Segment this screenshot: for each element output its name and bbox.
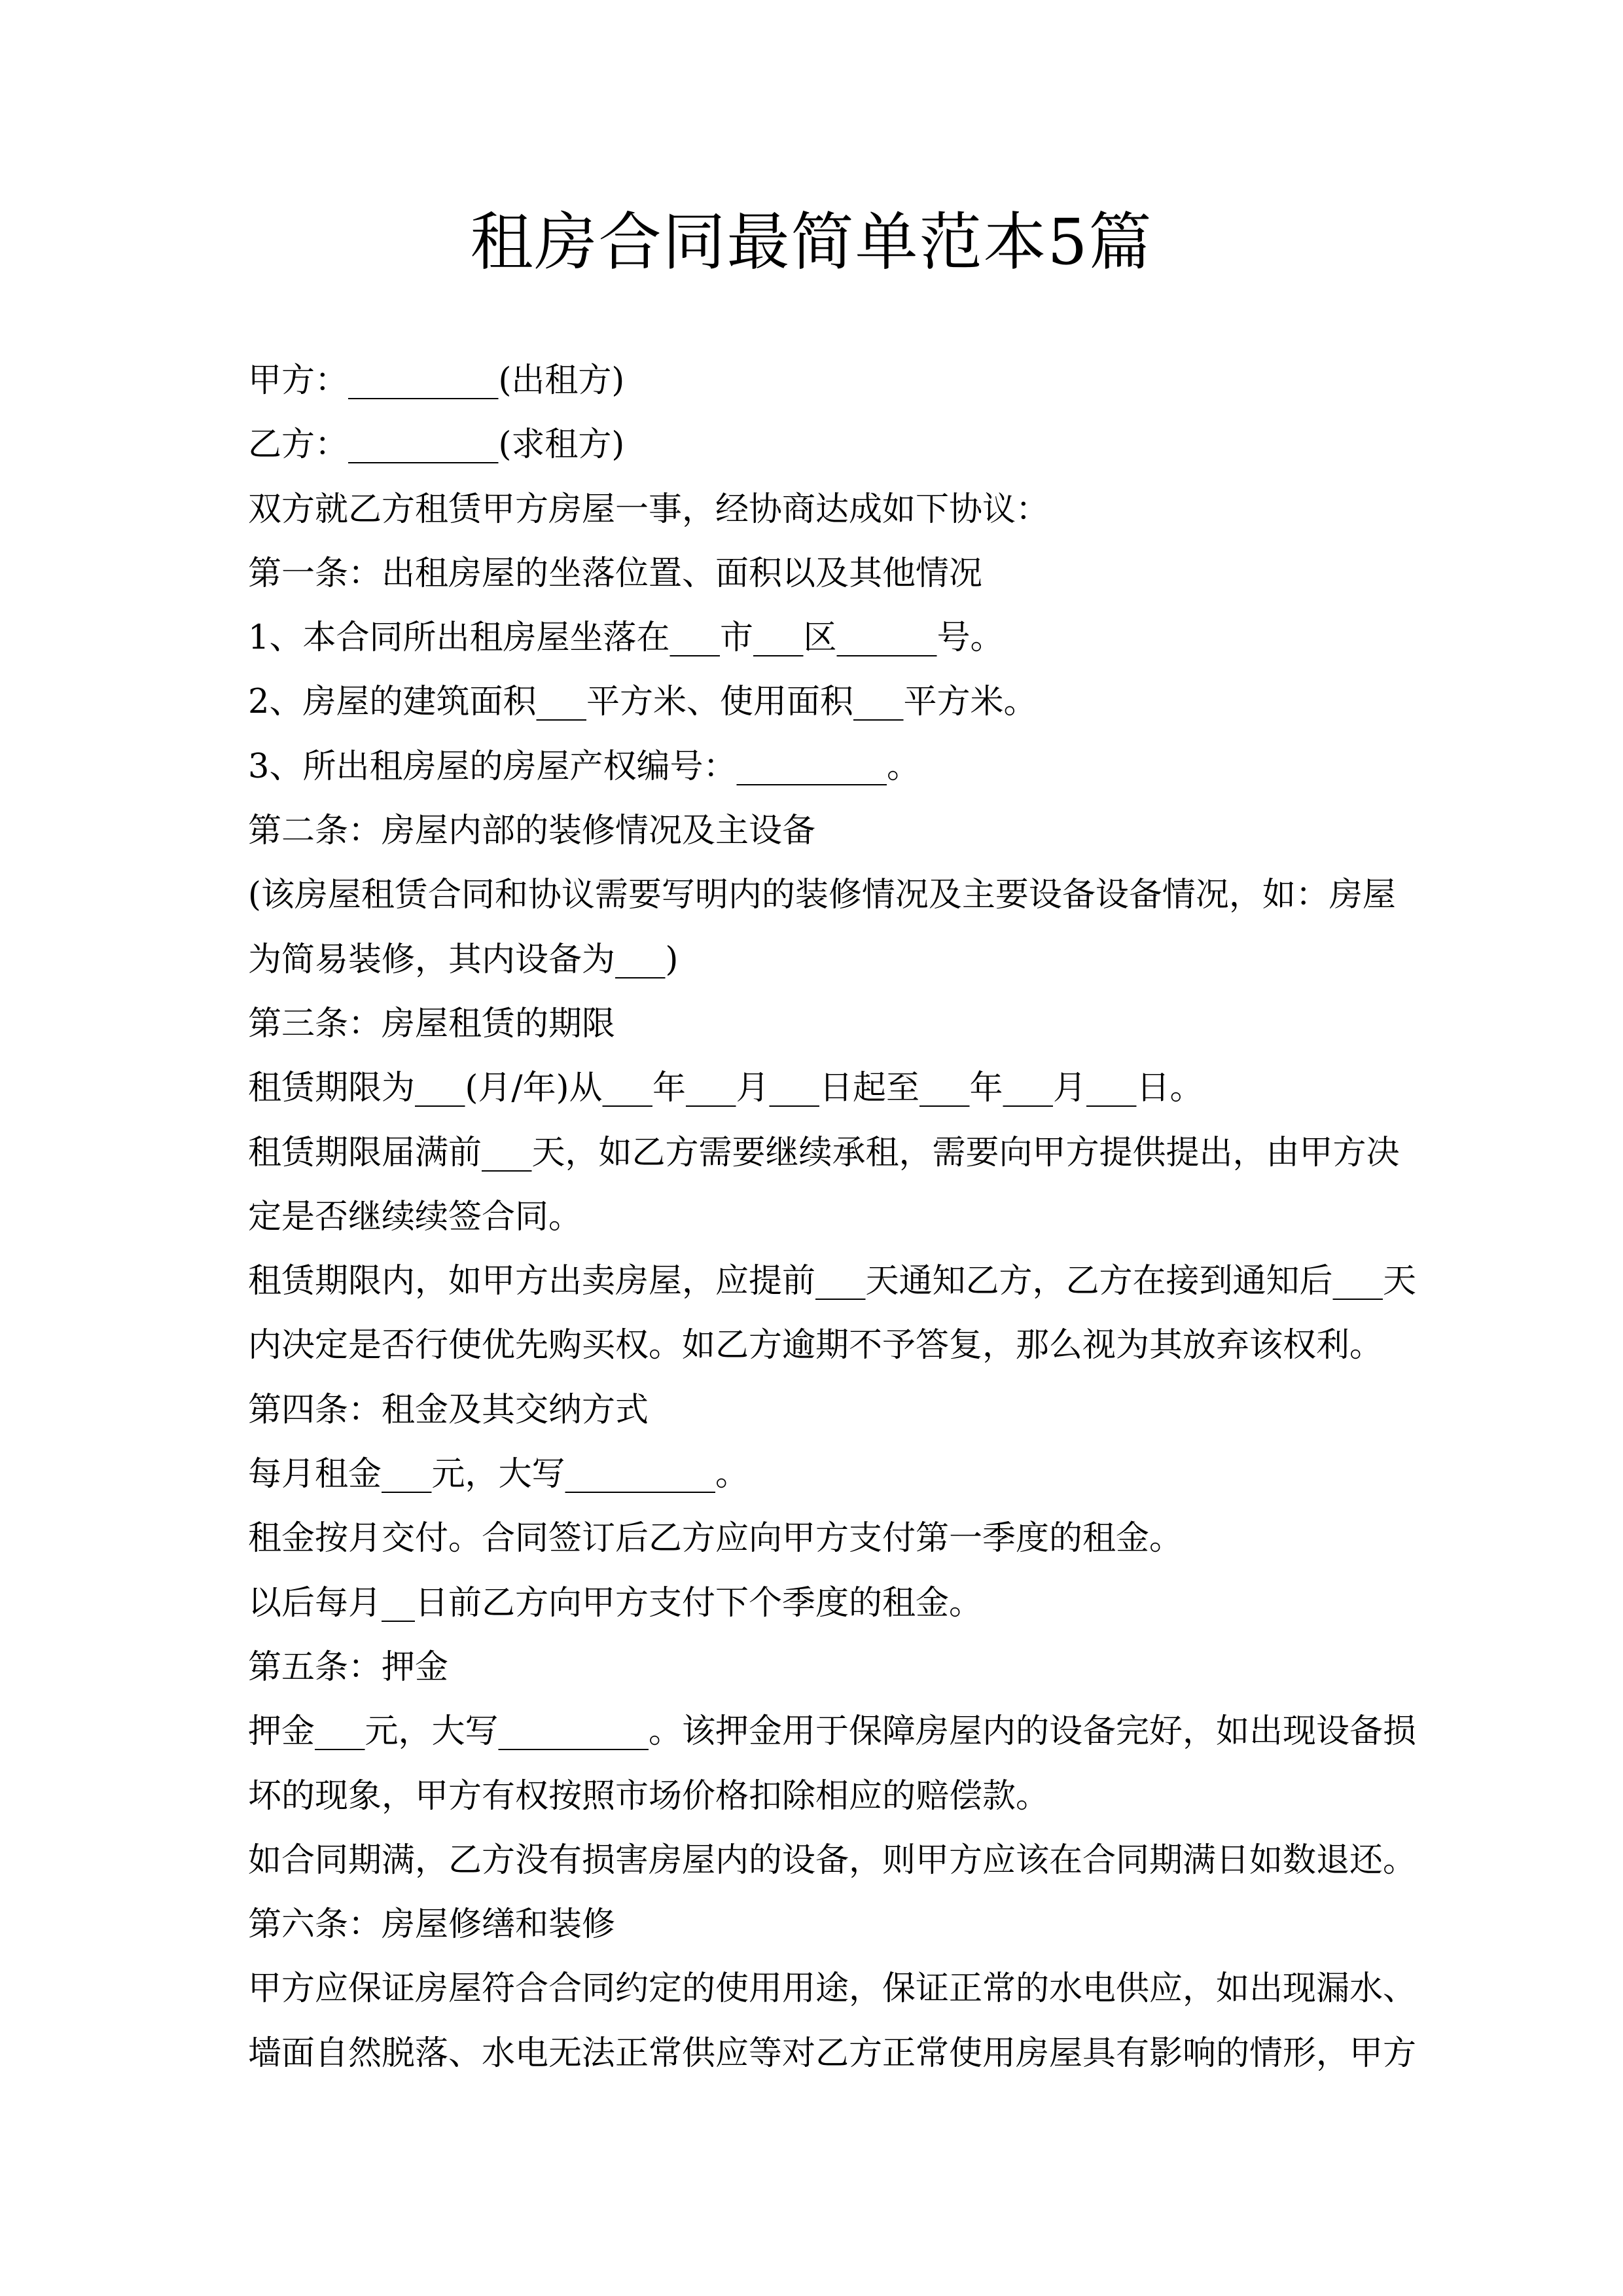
article-3-heading: 第三条：房屋租赁的期限 — [248, 1004, 616, 1043]
article-1-heading: 第一条：出租房屋的坐落位置、面积以及其他情况 — [248, 554, 983, 593]
article-3-text: 租赁期限届满前___天，如乙方需要继续承租，需要向甲方提供提出，由甲方决 — [248, 1133, 1400, 1172]
article-2-text: 为简易装修，其内设备为___) — [248, 940, 679, 979]
article-3-text: 租赁期限内，如甲方出卖房屋，应提前___天通知乙方，乙方在接到通知后___天 — [248, 1262, 1417, 1301]
article-2-text: (该房屋租赁合同和协议需要写明内的装修情况及主要设备设备情况，如：房屋 — [248, 876, 1396, 915]
contract-body — [248, 349, 1426, 2086]
article-1-item-3: 3、所出租房屋的房屋产权编号：_________。 — [248, 747, 920, 786]
article-6-text: 甲方应保证房屋符合合同约定的使用用途，保证正常的水电供应，如出现漏水、 — [248, 1969, 1417, 2009]
article-3-text: 租赁期限为___(月/年)从___年___月___日起至___年___月___日。 — [248, 1069, 1204, 1108]
article-5-text: 坏的现象，甲方有权按照市场价格扣除相应的赔偿款。 — [248, 1776, 1050, 1816]
article-4-text: 每月租金___元，大写_________。 — [248, 1455, 749, 1494]
party-a-line: 甲方：_________(出租方) — [248, 361, 625, 400]
article-4-text: 租金按月交付。合同签订后乙方应向甲方支付第一季度的租金。 — [248, 1519, 1183, 1558]
article-2-heading: 第二条：房屋内部的装修情况及主设备 — [248, 812, 816, 851]
agreement-intro: 双方就乙方租赁甲方房屋一事，经协商达成如下协议： — [248, 490, 1050, 529]
article-6-text: 墙面自然脱落、水电无法正常供应等对乙方正常使用房屋具有影响的情形，甲方 — [248, 2034, 1417, 2073]
article-5-text: 如合同期满，乙方没有损害房屋内的设备，则甲方应该在合同期满日如数退还。 — [248, 1840, 1417, 1880]
article-4-heading: 第四条：租金及其交纳方式 — [248, 1390, 649, 1429]
article-1-item-1: 1、本合同所出租房屋坐落在___市___区______号。 — [248, 619, 1004, 658]
document-title: 租房合同最简单范本5篇 — [470, 206, 1153, 279]
article-3-text: 内决定是否行使优先购买权。如乙方逾期不予答复，那么视为其放弃该权利。 — [248, 1326, 1383, 1365]
article-1-item-2: 2、房屋的建筑面积___平方米、使用面积___平方米。 — [248, 683, 1037, 722]
article-5-text: 押金___元，大写_________。该押金用于保障房屋内的设备完好，如出现设备损 — [248, 1712, 1417, 1751]
article-5-heading: 第五条：押金 — [248, 1647, 449, 1687]
article-4-text: 以后每月__日前乙方向甲方支付下个季度的租金。 — [248, 1583, 983, 1623]
party-b-line: 乙方：_________(求租方) — [248, 425, 625, 465]
article-6-heading: 第六条：房屋修缮和装修 — [248, 1905, 616, 1945]
article-3-text: 定是否继续续签合同。 — [248, 1197, 582, 1236]
